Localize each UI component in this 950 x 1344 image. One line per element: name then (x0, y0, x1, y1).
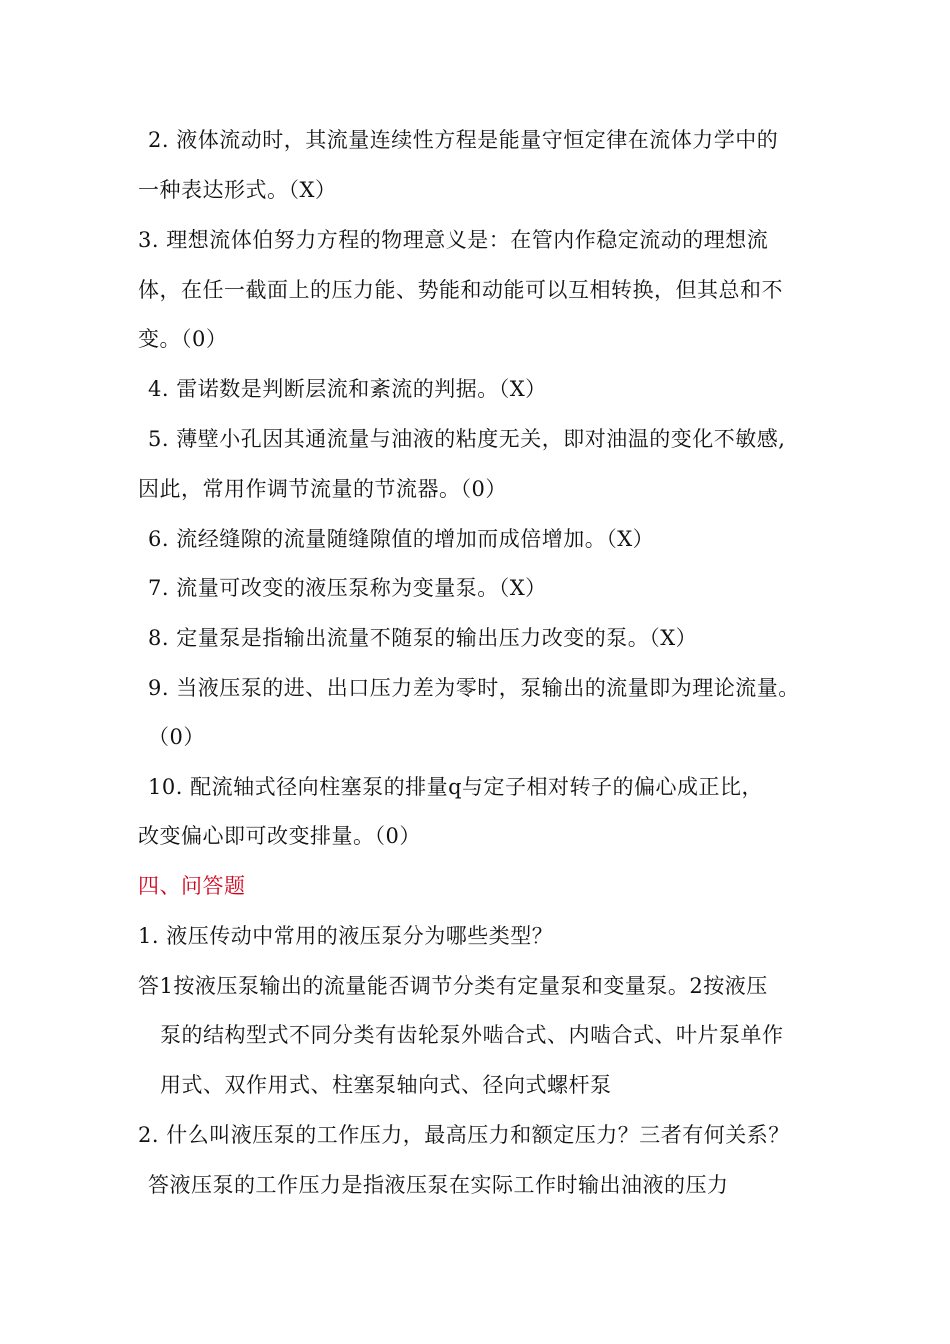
tf9-line-2: （0） (148, 725, 205, 749)
tf3-line-3: 变。（0） (138, 327, 228, 351)
tf5-line-1: 5. 薄壁小孔因其通流量与油液的粘度无关，即对油温的变化不敏感, (148, 427, 786, 451)
tf2-line-1: 2. 液体流动时，其流量连续性方程是能量守恒定律在流体力学中的 (148, 128, 779, 152)
qa2-question: 2. 什么叫液压泵的工作压力，最高压力和额定压力？三者有何关系？ (138, 1123, 790, 1147)
qa1-answer-line-2: 泵的结构型式不同分类有齿轮泵外啮合式、内啮合式、叶片泵单作 (160, 1023, 784, 1047)
qa1-answer-line-3: 用式、双作用式、柱塞泵轴向式、径向式螺杆泵 (160, 1073, 612, 1097)
tf10-line-2: 改变偏心即可改变排量。（0） (138, 824, 421, 848)
tf4-line-1: 4. 雷诺数是判断层流和紊流的判据。（X） (148, 377, 547, 401)
tf5-line-2: 因此，常用作调节流量的节流器。（0） (138, 477, 507, 501)
tf8-line-1: 8. 定量泵是指输出流量不随泵的输出压力改变的泵。（X） (148, 626, 698, 650)
tf10-line-1: 10. 配流轴式径向柱塞泵的排量q与定子相对转子的偏心成正比， (148, 775, 764, 799)
tf3-line-1: 3. 理想流体伯努力方程的物理意义是：在管内作稳定流动的理想流 (138, 228, 769, 252)
tf9-line-1: 9. 当液压泵的进、出口压力差为零时，泵输出的流量即为理论流量。 (148, 676, 800, 700)
qa1-answer-line-1: 答1按液压泵输出的流量能否调节分类有定量泵和变量泵。2按液压 (138, 974, 768, 998)
qa2-answer-line-1: 答液压泵的工作压力是指液压泵在实际工作时输出油液的压力 (148, 1173, 729, 1197)
tf6-line-1: 6. 流经缝隙的流量随缝隙值的增加而成倍增加。（X） (148, 527, 655, 551)
tf3-line-2: 体，在任一截面上的压力能、势能和动能可以互相转换，但其总和不 (138, 278, 783, 302)
tf2-line-2: 一种表达形式。（X） (138, 178, 337, 202)
qa1-question: 1. 液压传动中常用的液压泵分为哪些类型？ (138, 924, 554, 948)
section-heading-qa: 四、问答题 (138, 874, 246, 898)
tf7-line-1: 7. 流量可改变的液压泵称为变量泵。（X） (148, 576, 547, 600)
